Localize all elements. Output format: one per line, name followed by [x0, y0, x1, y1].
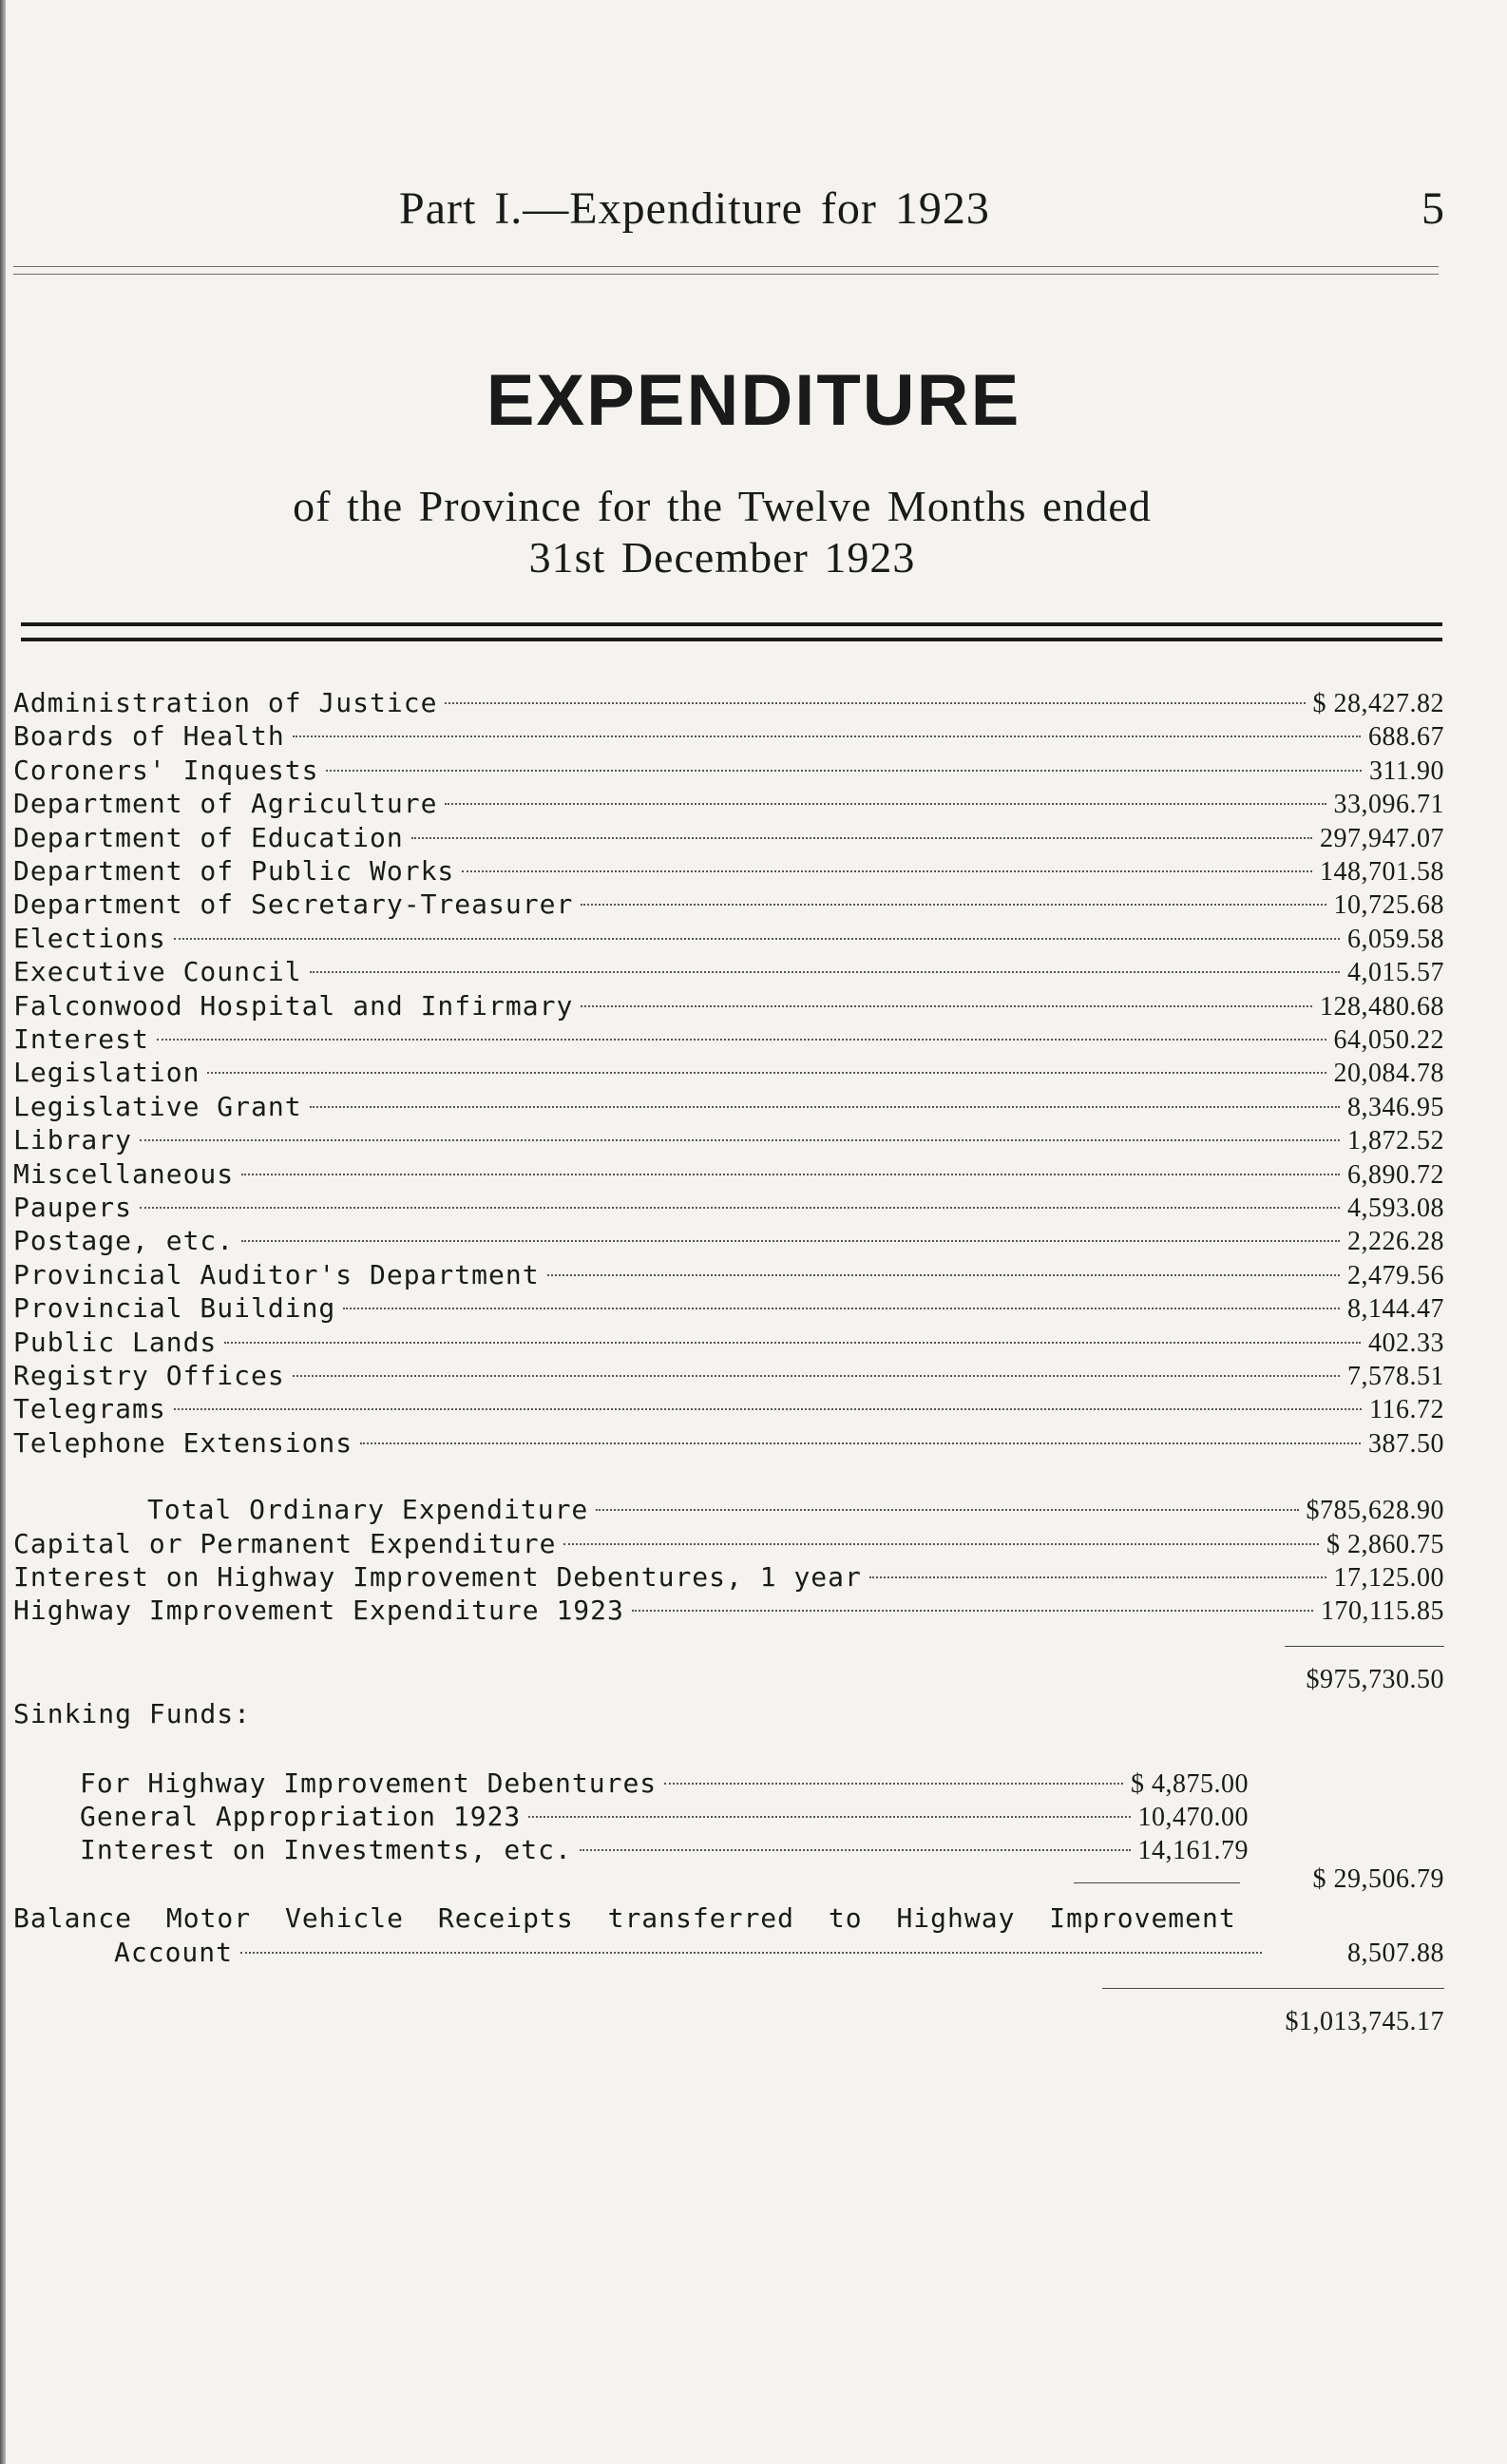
expenditure-row [13, 686, 1444, 719]
leader-dots [310, 971, 1340, 973]
leader-dots [140, 1139, 1340, 1141]
expenditure-label: Elections [13, 923, 166, 954]
total-label: Capital or Permanent Expenditure [13, 1528, 557, 1559]
expenditure-amount: 402.33 [1368, 1328, 1444, 1358]
expenditure-row [13, 787, 1444, 820]
expenditure-amount: 128,480.68 [1320, 992, 1444, 1022]
balance-label-line-1: Balance Motor Vehicle Receipts transferred to Highway Improvement [13, 1902, 1236, 1934]
sinking-fund-label: Interest on Investments, etc. [80, 1834, 572, 1865]
expenditure-label: Legislative Grant [13, 1091, 302, 1122]
total-amount: 170,115.85 [1321, 1596, 1444, 1626]
expenditure-label: Telegrams [13, 1393, 166, 1424]
total-label: Total Ordinary Expenditure [147, 1494, 589, 1525]
grand-total-rule [1102, 1988, 1444, 1989]
leader-dots [224, 1342, 1361, 1344]
balance-label-line-2: Account [114, 1937, 234, 1968]
expenditure-label: Interest [13, 1023, 149, 1055]
header-rule-top [13, 266, 1439, 267]
running-head: Part I.—Expenditure for 1923 [399, 183, 990, 234]
expenditure-amount: 7,578.51 [1347, 1362, 1444, 1391]
total-label: Highway Improvement Expenditure 1923 [13, 1595, 624, 1626]
leader-dots [445, 803, 1326, 805]
leader-dots [174, 1408, 1362, 1410]
expenditure-row [13, 955, 1444, 988]
total-row [13, 1560, 1444, 1594]
leader-dots [326, 770, 1362, 772]
leader-dots [411, 837, 1312, 839]
sinking-fund-amount: $ 4,875.00 [1131, 1769, 1249, 1799]
leader-dots [580, 1849, 1131, 1851]
expenditure-amount: 64,050.22 [1333, 1025, 1444, 1055]
expenditure-amount: 8,144.47 [1347, 1294, 1444, 1324]
leader-dots [528, 1816, 1130, 1818]
expenditure-row [13, 1157, 1444, 1191]
expenditure-label: Miscellaneous [13, 1158, 235, 1190]
leader-dots [563, 1543, 1319, 1545]
page-title: EXPENDITURE [486, 360, 1021, 441]
page-number: 5 [1421, 183, 1444, 234]
sinking-fund-row [80, 1833, 1249, 1866]
sinking-fund-row [80, 1800, 1249, 1833]
sinking-fund-row [80, 1767, 1249, 1800]
expenditure-row [13, 1291, 1444, 1325]
expenditure-amount: 20,084.78 [1333, 1059, 1444, 1088]
leader-dots [343, 1308, 1340, 1309]
expenditure-label: Department of Public Works [13, 855, 455, 887]
expenditure-row [13, 854, 1444, 888]
sinking-funds-heading: Sinking Funds: [13, 1698, 252, 1729]
expenditure-amount: 688.67 [1368, 722, 1444, 752]
sinking-fund-amount: 10,470.00 [1137, 1803, 1249, 1832]
leader-dots [596, 1509, 1298, 1511]
expenditure-label: Paupers [13, 1192, 133, 1223]
sinking-funds-total: $ 29,506.79 [1312, 1864, 1444, 1894]
expenditure-row [13, 719, 1444, 753]
expenditure-amount: 311.90 [1369, 756, 1444, 786]
expenditure-amount: 10,725.68 [1333, 890, 1444, 920]
expenditure-label: Department of Education [13, 822, 404, 853]
expenditure-amount: $ 28,427.82 [1312, 689, 1444, 718]
total-row [13, 1594, 1444, 1627]
leader-dots [360, 1442, 1361, 1444]
expenditure-row [13, 1022, 1444, 1056]
expenditure-row [13, 1191, 1444, 1224]
leader-dots [462, 870, 1312, 872]
leader-dots [547, 1274, 1340, 1276]
leader-dots [241, 1174, 1340, 1175]
expenditure-row [13, 888, 1444, 921]
total-label: Interest on Highway Improvement Debentures, 1 year [13, 1561, 862, 1593]
expenditure-amount: 148,701.58 [1320, 857, 1444, 887]
leader-dots [241, 1240, 1340, 1242]
leader-dots [445, 702, 1305, 704]
leader-dots [869, 1576, 1326, 1578]
expenditure-row [13, 1359, 1444, 1392]
expenditure-label: Department of Agriculture [13, 788, 438, 819]
expenditure-amount: 116.72 [1369, 1395, 1444, 1424]
leader-dots [240, 1952, 1262, 1954]
leader-dots [581, 904, 1326, 906]
leader-dots [581, 1005, 1312, 1007]
expenditure-label: Library [13, 1124, 133, 1156]
balance-row [114, 1936, 1444, 1969]
expenditure-label: Legislation [13, 1057, 200, 1088]
leader-dots [157, 1039, 1326, 1041]
total-amount: $ 2,860.75 [1326, 1530, 1444, 1559]
expenditure-label: Provincial Building [13, 1292, 336, 1324]
expenditure-row [13, 922, 1444, 955]
expenditure-amount: 2,226.28 [1347, 1227, 1444, 1256]
expenditure-amount: 387.50 [1368, 1429, 1444, 1459]
leader-dots [293, 1375, 1340, 1377]
expenditure-amount: 2,479.56 [1347, 1261, 1444, 1290]
expenditure-row [13, 1326, 1444, 1359]
expenditure-amount: 4,015.57 [1347, 958, 1444, 987]
title-double-rule [21, 622, 1442, 641]
sinking-fund-sum-rule [1074, 1882, 1240, 1883]
expenditure-label: Public Lands [13, 1327, 218, 1358]
leader-dots [664, 1783, 1123, 1785]
expenditure-amount: 4,593.08 [1347, 1194, 1444, 1223]
expenditure-amount: 6,890.72 [1347, 1160, 1444, 1190]
expenditure-row [13, 821, 1444, 854]
balance-amount: 8,507.88 [1347, 1939, 1444, 1968]
leader-dots [140, 1207, 1340, 1209]
subtitle-line-1: of the Province for the Twelve Months ended [293, 482, 1152, 530]
expenditure-label: Provincial Auditor's Department [13, 1259, 540, 1290]
expenditure-label: Telephone Extensions [13, 1427, 353, 1459]
expenditure-row [13, 1224, 1444, 1257]
expenditure-label: Department of Secretary-Treasurer [13, 888, 574, 920]
expenditure-amount: 6,059.58 [1347, 925, 1444, 954]
sinking-fund-label: General Appropriation 1923 [80, 1801, 522, 1832]
total-row [147, 1493, 1444, 1526]
leader-dots [310, 1106, 1340, 1108]
expenditure-label: Registry Offices [13, 1360, 285, 1391]
subtitle-line-2: 31st December 1923 [528, 533, 916, 582]
sum-rule [1285, 1646, 1444, 1647]
total-amount: 17,125.00 [1333, 1563, 1444, 1593]
expenditure-label: Falconwood Hospital and Infirmary [13, 990, 574, 1022]
expenditure-label: Executive Council [13, 956, 302, 987]
leader-dots [632, 1610, 1313, 1612]
leader-dots [293, 735, 1361, 737]
expenditure-row [13, 1056, 1444, 1089]
sinking-fund-label: For Highway Improvement Debentures [80, 1767, 658, 1799]
total-row [13, 1527, 1444, 1560]
expenditure-amount: 1,872.52 [1347, 1126, 1444, 1156]
expenditure-amount: 33,096.71 [1333, 790, 1444, 819]
expenditure-row [13, 1392, 1444, 1425]
expenditure-label: Boards of Health [13, 720, 285, 752]
subtotal-amount: $975,730.50 [1306, 1665, 1444, 1694]
expenditure-amount: 8,346.95 [1347, 1093, 1444, 1122]
header-rule-bottom [13, 274, 1439, 275]
expenditure-row [13, 1090, 1444, 1123]
expenditure-label: Coroners' Inquests [13, 754, 319, 786]
total-amount: $785,628.90 [1306, 1496, 1444, 1525]
grand-total-amount: $1,013,745.17 [1285, 2007, 1444, 2036]
expenditure-row [13, 989, 1444, 1022]
expenditure-amount: 297,947.07 [1320, 824, 1444, 853]
expenditure-row [13, 1123, 1444, 1156]
expenditure-row [13, 1258, 1444, 1291]
expenditure-label: Postage, etc. [13, 1225, 235, 1256]
expenditure-row [13, 754, 1444, 787]
leader-dots [174, 938, 1340, 940]
expenditure-row [13, 1426, 1444, 1460]
sinking-fund-amount: 14,161.79 [1137, 1836, 1249, 1865]
leader-dots [207, 1072, 1326, 1074]
expenditure-label: Administration of Justice [13, 687, 438, 718]
